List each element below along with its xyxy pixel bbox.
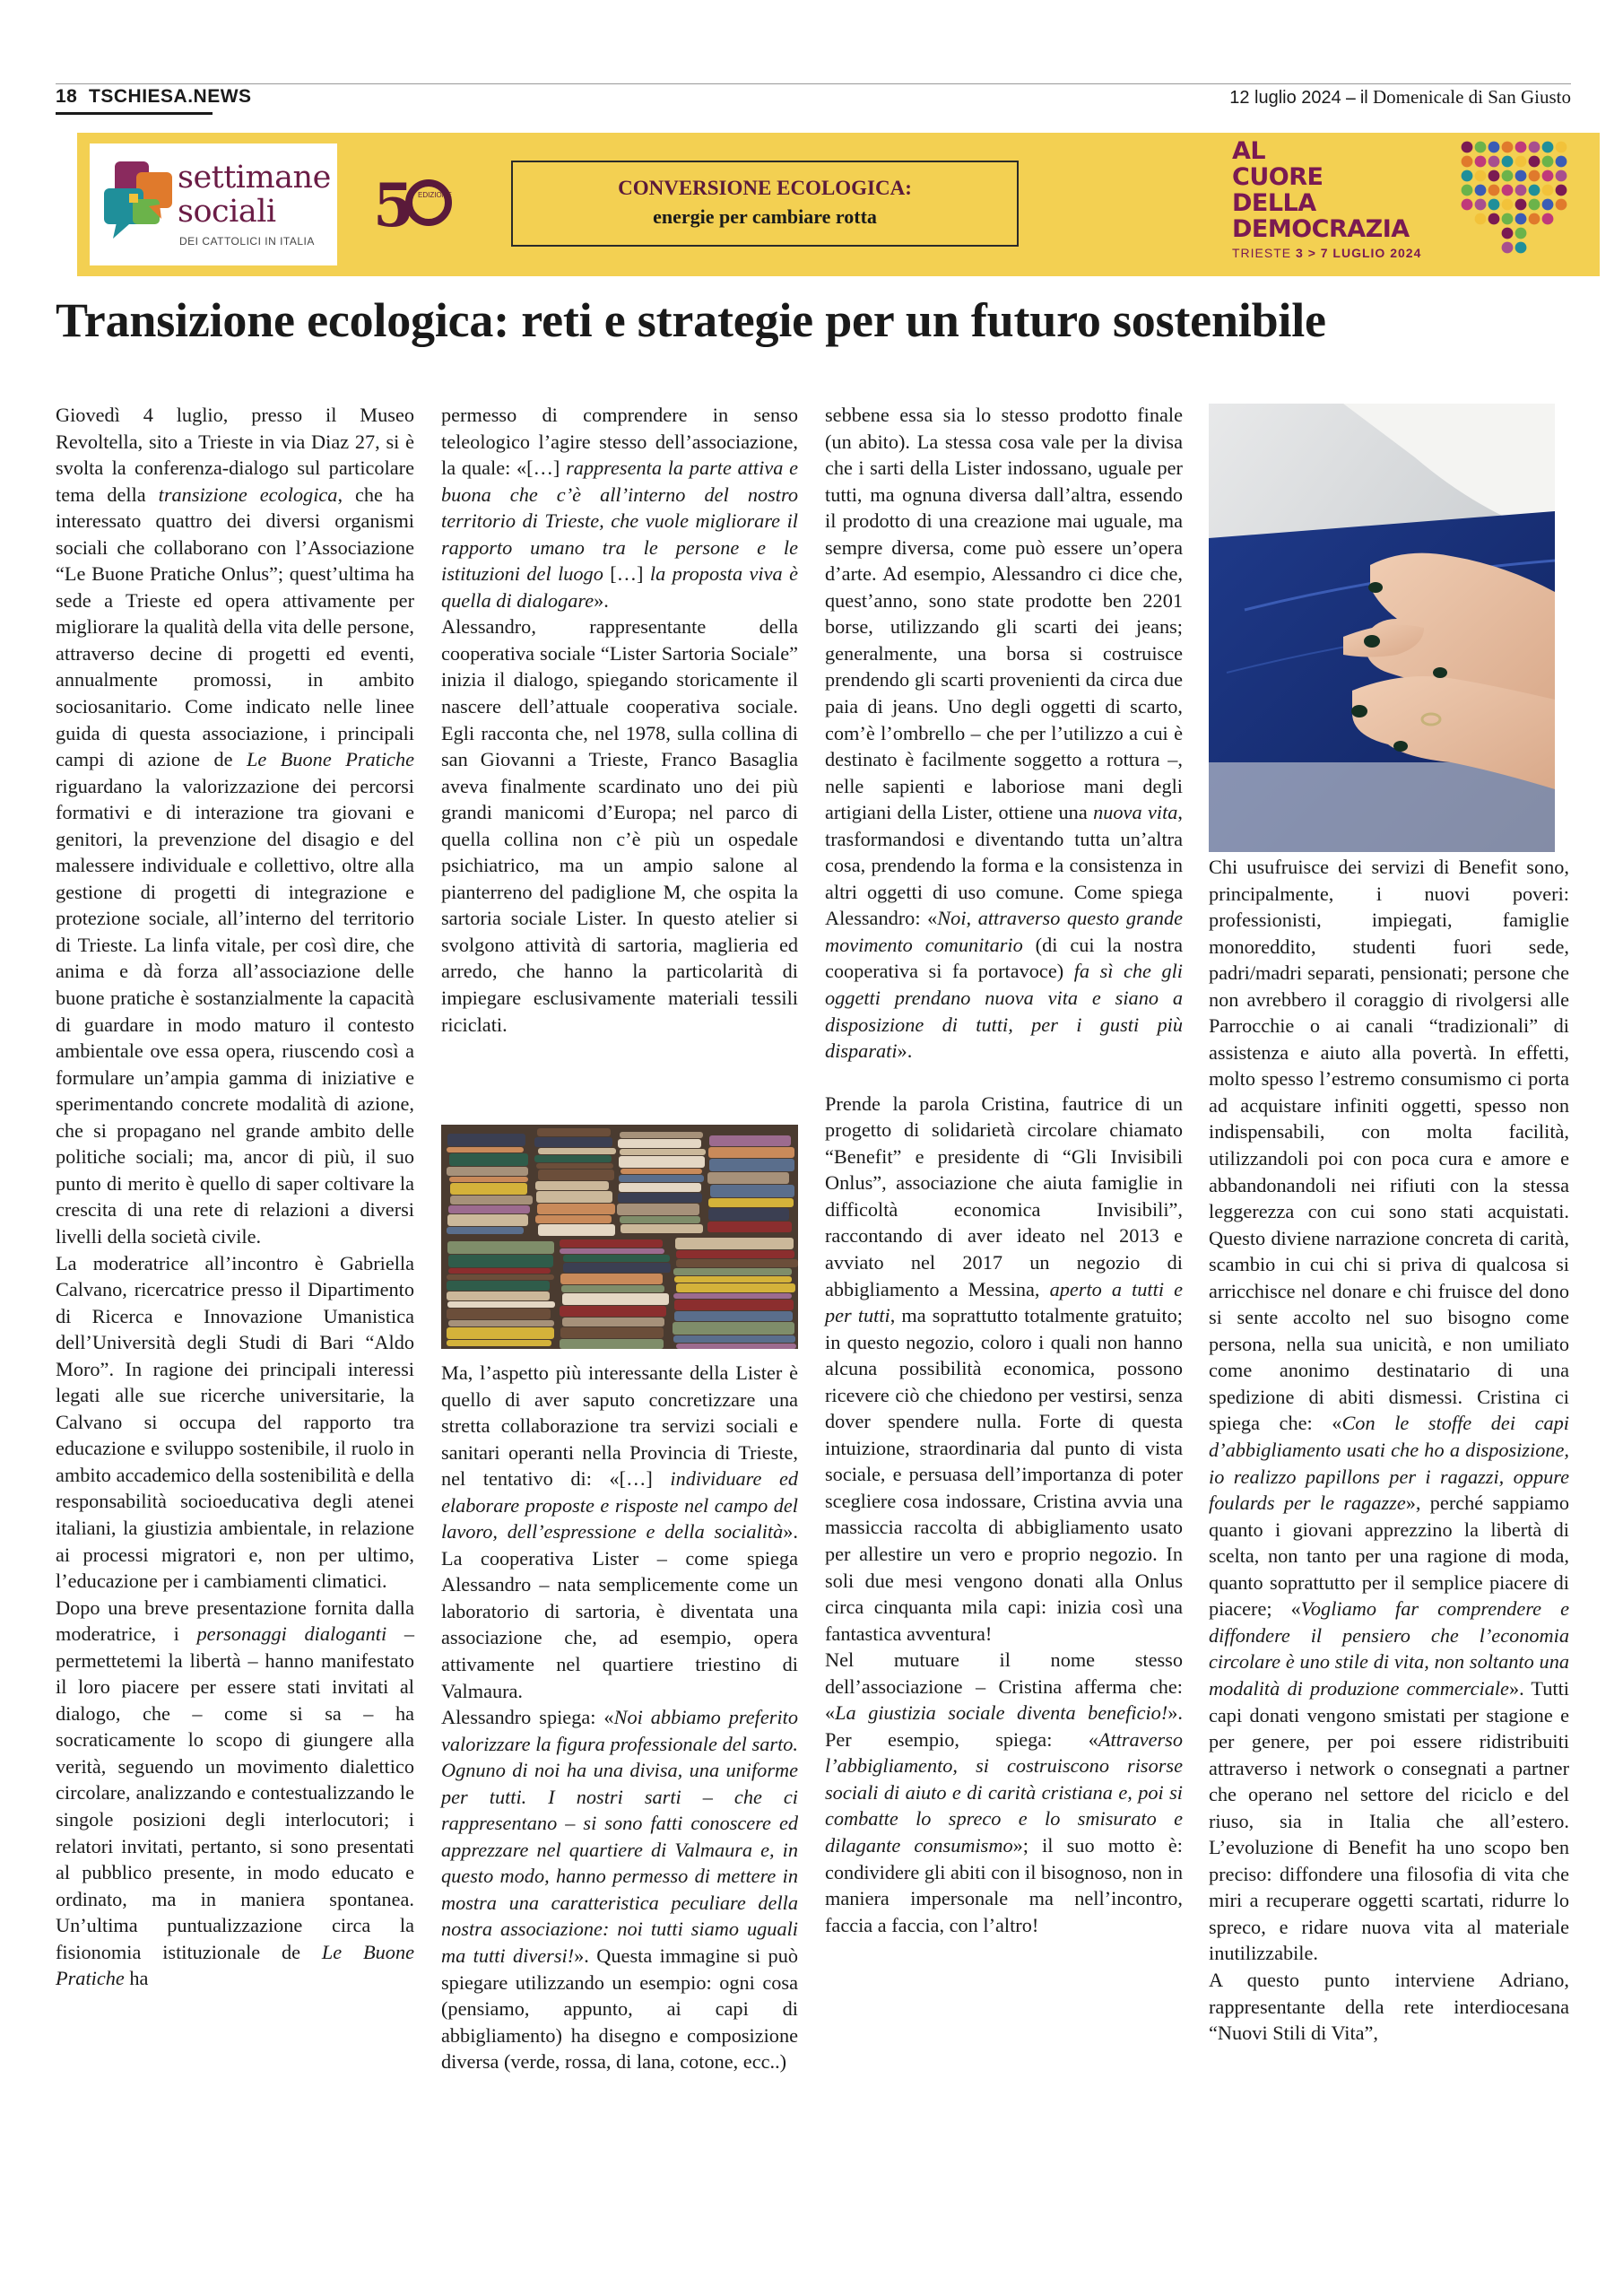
fabric-fold	[447, 1241, 554, 1254]
issue-info	[1229, 86, 1571, 109]
mosaic-dot	[1515, 228, 1527, 239]
publication-name: TSCHIESA.NEWS	[89, 86, 252, 107]
mosaic-dot	[1462, 142, 1473, 153]
fabric-fold	[562, 1293, 669, 1305]
edition-word: EDIZIONE	[418, 191, 452, 199]
mosaic-dot	[1542, 213, 1554, 225]
fabric-fold	[673, 1335, 795, 1343]
mosaic-dot	[1488, 185, 1500, 196]
mosaic-dot	[1515, 242, 1527, 254]
mosaic-dot	[1475, 142, 1487, 153]
mosaic-dot	[1502, 199, 1514, 211]
mosaic-dot	[1515, 142, 1527, 153]
event-name-line: CUORE	[1232, 163, 1324, 191]
sewing-hands-image	[1209, 404, 1555, 852]
fabric-fold	[447, 1227, 524, 1234]
fabric-fold	[450, 1183, 527, 1195]
fabric-fold	[708, 1208, 789, 1221]
mosaic-dot	[1475, 170, 1487, 182]
event-city: TRIESTE	[1232, 246, 1292, 260]
fabric-fold	[537, 1204, 615, 1214]
conference-title: CONVERSIONE ECOLOGICA:	[618, 177, 912, 199]
fabric-fold	[620, 1132, 703, 1138]
fabric-fold	[448, 1255, 553, 1267]
fabric-fold	[619, 1156, 705, 1168]
event-name	[1232, 138, 1447, 242]
fabric-fold	[447, 1292, 550, 1300]
fabric-fold	[618, 1193, 702, 1203]
speech-bubbles-icon	[97, 156, 179, 253]
mosaic-dot	[1502, 213, 1514, 225]
fabric-fold	[447, 1340, 551, 1346]
mosaic-dot	[1542, 170, 1554, 182]
fabric-fold	[447, 1167, 528, 1176]
fabric-fold	[708, 1147, 794, 1158]
fabric-fold	[676, 1283, 795, 1292]
fabric-fold	[560, 1327, 664, 1338]
top-rule	[56, 83, 1571, 84]
article-column-3	[825, 402, 1183, 1938]
mosaic-dot	[1542, 156, 1554, 168]
mosaic-dot	[1556, 156, 1567, 168]
fabric-fold	[709, 1159, 794, 1171]
mosaic-dot	[1542, 142, 1554, 153]
mosaic-dot	[1515, 170, 1527, 182]
mosaic-dot	[1502, 142, 1514, 153]
mosaic-dot	[1542, 185, 1554, 196]
mosaic-dot	[1488, 142, 1500, 153]
fabric-fold	[537, 1128, 611, 1136]
fabric-fold	[563, 1263, 671, 1273]
mosaic-dot	[1529, 142, 1541, 153]
fabric-shelves-photo	[441, 1125, 798, 1349]
article-column-2-top	[441, 402, 798, 1038]
mosaic-heart-icon	[1447, 140, 1580, 269]
paragraph: Prende la parola Cristina, fautrice di un progetto di solidarietà circolare chiamato “Benefit” e presidente di “Gli Invisibili Onlus”, associazione che aiuta famiglie in difficoltà economica Invisibili”, raccontando di aver ideato nel 2013 e avviato nel 2017 un negozio di abbigliamento a Messina, aperto a tutti e per tutti, ma soprattutto totalmente gratuito; in questo negozio, coloro i quali non hanno alcuna possibilità economica, possono ricevere ciò che chiedono per vestirsi, senza dover spendere nulla. Forte di questa intuizione, straordinaria dal punto di vista sociale, e persuasa dell’importanza di poter scegliere cosa indossare, Cristina avvia una massiccia raccolta di abbigliamento usato per allestire un vero e proprio negozio. In soli due mesi vengono donati alla Onlus circa cinquanta mila capi: inizia così una fantastica avventura!	[825, 1091, 1183, 1645]
fabric-fold	[676, 1250, 794, 1258]
mosaic-dot	[1529, 156, 1541, 168]
fabric-fold	[560, 1274, 663, 1284]
logo-word-sociali: sociali	[178, 194, 276, 230]
fabric-fold	[620, 1216, 700, 1223]
supplement-article: il	[1359, 88, 1368, 108]
fabric-fold	[447, 1301, 555, 1308]
fabric-fold	[538, 1148, 616, 1154]
event-name-line: DEMOCRAZIA	[1232, 215, 1410, 243]
fabric-shelves-image	[441, 1125, 798, 1349]
mosaic-dot	[1475, 156, 1487, 168]
paragraph: permesso di comprendere in senso teleologico l’agire stesso dell’associazione, la quale: «[…] rappresenta la parte attiva e buona che c’è all’interno del nostro territorio di Trieste, che vuole migliorare il rapporto umano tra le persone e le istituzioni del luogo […] la proposta viva è quella di dialogare».	[441, 404, 799, 612]
logo-subtitle: DEI CATTOLICI IN ITALIA	[179, 235, 315, 248]
paragraph: Giovedì 4 luglio, presso il Museo Revoltella, sito a Trieste in via Diaz 27, si è svolta la conferenza-dialogo sul particolare tema della transizione ecologica, che ha interessato quattro dei diversi organismi sociali che collaborano con l’Associazione “Le Buone Pratiche Onlus”; quest’ultima ha sede a Trieste ed opera attivamente per migliorare la qualità della vita delle persone, attraverso decine di progetti ed eventi, annualmente promossi, in ambito sociosanitario. Come indicato nelle linee guida di questa associazione, i principali campi di azione de Le Buone Pratiche riguardano la valorizzazione dei percorsi formativi e di interazione tra giovani e genitori, la prevenzione del disagio e del malessere individuale e collettivo, oltre alla gestione di progetti di integrazione e protezione sociale, all’interno del territorio di Trieste. La linfa vitale, per così dire, che anima e dà forza all’associazione delle buone pratiche è sostanzialmente la capacità di guardare in modo maturo il contesto ambientale ove essa opera, riuscendo così a formulare un’ampia gamma di iniziative e sperimentando concrete modalità di azione, che si propagano nel grande ambito delle politiche sociali; ma, ancor di più, il suo punto di merito è quello di saper coltivare la crescita di una rete di relazioni a diversi livelli della società civile.	[56, 404, 414, 1248]
fabric-fold	[534, 1137, 612, 1147]
fabric-fold	[449, 1153, 528, 1166]
mosaic-dot	[1488, 199, 1500, 211]
mosaic-dot	[1529, 199, 1541, 211]
fabric-fold	[447, 1147, 524, 1152]
running-header	[56, 86, 1571, 113]
fabric-fold	[560, 1248, 664, 1254]
mosaic-dot	[1529, 170, 1541, 182]
fabric-fold	[563, 1255, 670, 1262]
fabric-fold	[535, 1215, 612, 1223]
fabric-fold	[621, 1224, 703, 1233]
mosaic-dot	[1529, 185, 1541, 196]
fabric-fold	[536, 1163, 613, 1169]
fabric-fold	[535, 1181, 609, 1190]
mosaic-dot	[1556, 142, 1567, 153]
mosaic-dot	[1515, 199, 1527, 211]
fabric-fold	[450, 1196, 533, 1205]
mosaic-dot	[1502, 170, 1514, 182]
mosaic-dot	[1488, 170, 1500, 182]
fabric-fold	[620, 1149, 706, 1155]
mosaic-dot	[1556, 199, 1567, 211]
fabric-fold	[447, 1274, 554, 1280]
paragraph: Alessandro spiega: «Noi abbiamo preferito valorizzare la figura professionale del sarto. Ognuno di noi ha una divisa, una uniforme per tutti. I nostri sarti – che ci rappresentano – si sono fatti conoscere ed apprezzare nel quartiere di Valmaura e, in questo modo, hanno permesso di mettere in mostra una caratteristica peculiare della nostra associazione: noi tutti siamo uguali ma tutti diversi!». Questa immagine si può spiegare utilizzando un esempio: ogni cosa (pensiamo, appunto, ai capi di abbigliamento) ha disegno e composizione diversa (verde, rossa, di lana, cotone, ecc..)	[441, 1706, 799, 2074]
mosaic-dot	[1502, 156, 1514, 168]
event-name-line: AL	[1232, 137, 1266, 165]
mosaic-dot	[1475, 185, 1487, 196]
mosaic-dot	[1515, 156, 1527, 168]
mosaic-dot	[1488, 156, 1500, 168]
fabric-fold	[448, 1268, 551, 1274]
fabric-fold	[619, 1175, 704, 1182]
fabric-fold	[673, 1268, 792, 1275]
paragraph: Ma, l’aspetto più interessante della Lister è quello di aver saputo concretizzare una stretta collaborazione tra servizi sociali e sanitari operanti nella Provincia di Trieste, nel tentativo di: «[…] individuare ed elaborare proposte e risposte nel campo del lavoro, dell’espressione e della socialità». La cooperativa Lister – come spiega Alessandro – nata semplicemente come un laboratorio di sartoria, è diventata una associazione che, ad esempio, opera attivamente nel quartiere triestino di Valmaura.	[441, 1361, 798, 1702]
event-place-dates	[1232, 246, 1421, 260]
paragraph: La moderatrice all’incontro è Gabriella Calvano, ricercatrice presso il Dipartimento di Ricerca e Innovazione Umanistica dell’Università degli Studi di Bari “Aldo Moro”. In ragione dei principali interessi legati alle sue ricerche universitarie, la Calvano si occupa del rapporto tra educazione e sviluppo sostenibile, il ruolo in ambito accademico della sostenibilità e della responsabilità socioeducativa degli atenei italiani, la giustizia ambientale, in relazione ai processi migratori e, non per ultimo, l’educazione per i cambiamenti climatici.	[56, 1251, 414, 1593]
fabric-fold	[709, 1135, 791, 1146]
fabric-fold	[448, 1205, 530, 1213]
mosaic-dot	[1475, 213, 1487, 225]
fabric-fold	[447, 1134, 525, 1146]
fabric-fold	[534, 1155, 612, 1162]
mosaic-dot	[1462, 170, 1473, 182]
fabric-fold	[617, 1204, 699, 1215]
mosaic-dot	[1502, 185, 1514, 196]
fabric-fold	[619, 1183, 701, 1192]
mosaic-dot	[1462, 156, 1473, 168]
mosaic-dot	[1556, 170, 1567, 182]
paragraph: sebbene essa sia lo stesso prodotto finale (un abito). La stessa cosa vale per la divisa che i sarti della Lister indossano, uguale per tutti, ma ognuna diversa dall’altra, essendo il prodotto di una creazione mai uguale, ma sempre diversa, come può essere un’opera d’arte. Ad esempio, Alessandro ci dice che, quest’anno, sono state prodotte ben 2201 borse, utilizzando gli scarti dei jeans; generalmente, una borsa si costruisce prendendo gli scarti provenienti da circa due paia di jeans. Uno degli oggetti di scarto, com’è l’ombrello – che per l’utilizzo a cui è destinato è facilmente soggetto a rottura –, nelle sapienti e laboriose mani degli artigiani della Lister, ottiene una nuova vita, trasformandosi e diventando tutta un’altra cosa, prendendo la forma e la consistenza in altri oggetti di uso comune. Come spiega Alessandro: «Noi, attraverso questo grande movimento comunitario (di cui la nostra cooperativa si fa portavoce) fa sì che gli oggetti prendano nuova vita e siano a disposizione di tutti, per i gusti più disparati».	[825, 404, 1184, 1063]
mosaic-dot	[1515, 185, 1527, 196]
fiftieth-edition-logo	[373, 165, 454, 237]
fabric-fold	[673, 1322, 794, 1335]
event-dates: 3 > 7 LUGLIO 2024	[1296, 246, 1422, 260]
fabric-fold	[447, 1281, 550, 1291]
fabric-fold	[560, 1239, 663, 1248]
fabric-fold	[560, 1339, 664, 1349]
fabric-fold	[674, 1300, 794, 1310]
mosaic-dot	[1462, 199, 1473, 211]
supplement-name: Domenicale di San Giusto	[1372, 86, 1571, 108]
logo-word-settimane: settimane	[178, 160, 331, 196]
fabric-fold	[707, 1222, 792, 1232]
fabric-fold	[618, 1139, 701, 1148]
fabric-fold	[448, 1320, 554, 1326]
mosaic-dot	[1529, 213, 1541, 225]
header-underline	[56, 112, 213, 115]
mosaic-dot	[1556, 185, 1567, 196]
settimane-sociali-logo	[90, 144, 337, 265]
fabric-fold	[707, 1172, 789, 1184]
paragraph: Nel mutuare il nome stesso dell’associazione – Cristina afferma che: «La giustizia sociale diventa beneficio!». Per esempio, spiega: «Attraverso l’abbigliamento, si costruiscono risorse sociali di aiuto e di carità cristiana e, poi si combatte lo spreco e lo smisurato e dilagante consumismo»; il suo motto è: condividere gli abiti con il bisognoso, non in maniera impersonale ma nell’incontro, faccia a faccia, con l’altro!	[825, 1648, 1183, 1936]
fabric-fold	[562, 1318, 664, 1326]
article-column-1	[56, 402, 414, 1992]
paragraph: Dopo una breve presentazione fornita dalla moderatrice, i personaggi dialoganti – permettetemi la libertà – hanno manifestato il loro piacere per essere stati invitati al dialogo, che – come si sa – ha socraticamente lo scopo di giungere alla verità, seguendo un movimento dialettico circolare, analizzando e contestualizzando le singole posizioni degli interlocutori; i relatori invitati, pertanto, si sono presentati al pubblico presente, in modo educato e ordinato, ma in maniera spontanea. Un’ultima puntualizzazione circa la fisionomia istituzionale de Le Buone Pratiche ha	[56, 1596, 414, 1990]
conference-theme-box	[511, 161, 1019, 247]
fabric-fold	[561, 1285, 664, 1292]
issue-separator: –	[1341, 86, 1360, 108]
event-name-line: DELLA	[1232, 189, 1316, 217]
fabric-fold	[447, 1309, 551, 1319]
mosaic-dot	[1515, 213, 1527, 225]
issue-date: 12 luglio 2024	[1229, 88, 1341, 108]
article-column-2-bottom	[441, 1360, 798, 2075]
mosaic-dot	[1502, 242, 1514, 254]
fabric-fold	[674, 1276, 792, 1283]
fabric-fold	[676, 1344, 796, 1349]
paragraph: A questo punto interviene Adriano, rappresentante della rete interdiocesana “Nuovi Stili di Vita”,	[1209, 1968, 1569, 2045]
fabric-fold	[674, 1311, 793, 1321]
paragraph: Chi usufruisce dei servizi di Benefit sono, principalmente, i nuovi poveri: professionisti, impiegati, famiglie monoreddito, studenti fuori sede, padri/madri separati, pensionati; persone che non avrebbero il coraggio di rivolgersi alle Parrocchie o ai canali “tradizionali” di assistenza e aiuto alla povertà. In effetti, molto spesso l’estremo consumismo ci porta ad acquistare infiniti oggetti, spesso non indispensabili, con molta facilità, utilizzandoli poi con poca cura e amore e abbandonandoli nei rifiuti con la stessa leggerezza con cui sono stati acquistati. Questo diviene narrazione concreta di carità, scambio in cui chi si priva di qualcosa si arricchisce nel donare e chi fruisce del dono si sente accolto nel suo bisogno come persona, nella sua unicità, e non umiliato come anonimo destinatario di una spedizione di abiti dismessi. Cristina ci spiega che: «Con le stoffe dei capi d’abbigliamento usati che ho a disposizione, io realizzo papillons per i ragazzi, oppure foulards per le ragazze», perché sappiamo quanto i giovani apprezzino la libertà di scelta, non tanto per una ragione di moda, quanto soprattutto per il semplice piacere di piacere; «Vogliamo far comprendere e diffondere il pensiero che l’economia circolare è uno stile di vita, non soltanto una modalità di produzione commerciale». Tutti capi donati vengono smistati per stagione e per genere, per poi essere ridistribuiti attraverso i network o consegnati a partner che operano nel settore del riciclo e del riuso, sia in Italia che all’estero. L’evoluzione di Benefit ha uno scopo ben preciso: diffondere una filosofia di vita che miri a recuperare oggetti scartati, ridurre lo spreco, e ridare nuova vita al materiale inutilizzabile.	[1209, 856, 1570, 1965]
fabric-fold	[447, 1327, 554, 1339]
fabric-fold	[675, 1238, 794, 1249]
fabric-fold	[708, 1198, 794, 1207]
fabric-fold	[538, 1224, 615, 1236]
fabric-fold	[560, 1306, 666, 1317]
sewing-machine-photo	[1209, 404, 1555, 852]
conference-subtitle: energie per cambiare rotta	[653, 205, 877, 228]
fabric-fold	[447, 1214, 528, 1226]
fabric-fold	[449, 1177, 528, 1182]
fabric-fold	[536, 1191, 612, 1203]
article-column-4	[1209, 854, 1569, 2047]
mosaic-dot	[1502, 228, 1514, 239]
page-number-and-publication	[56, 86, 252, 108]
fabric-fold	[676, 1259, 798, 1267]
svg-text:5: 5	[373, 170, 414, 237]
fabric-fold	[538, 1170, 614, 1180]
page-number: 18	[56, 86, 78, 107]
mosaic-dot	[1488, 213, 1500, 225]
fabric-fold	[673, 1293, 792, 1299]
fabric-fold	[621, 1169, 702, 1174]
event-banner	[77, 133, 1600, 276]
article-title: Transizione ecologica: reti e strategie per un futuro sostenibile	[56, 293, 1326, 347]
mosaic-dot	[1542, 199, 1554, 211]
paragraph: Alessandro, rappresentante della cooperativa sociale “Lister Sartoria Sociale” inizia il dialogo, spiegando storicamente il nascere dell’attuale cooperativa sociale. Egli racconta che, nel 1978, sulla collina di san Giovanni a Trieste, Franco Basaglia aveva finalmente scardinato uno dei più grandi manicomi d’Europa; nel parco di quella collina non c’è più un ospedale psichiatrico, ma un ampio salone al pianterreno del padiglione M, che ospita la sartoria sociale Lister. In questo atelier si svolgono attività di sartoria, maglieria ed arredo, che hanno la particolarità di impiegare esclusivamente materiali tessili riciclati.	[441, 615, 798, 1036]
fabric-fold	[710, 1185, 794, 1197]
mosaic-dot	[1462, 185, 1473, 196]
mosaic-dot	[1475, 199, 1487, 211]
